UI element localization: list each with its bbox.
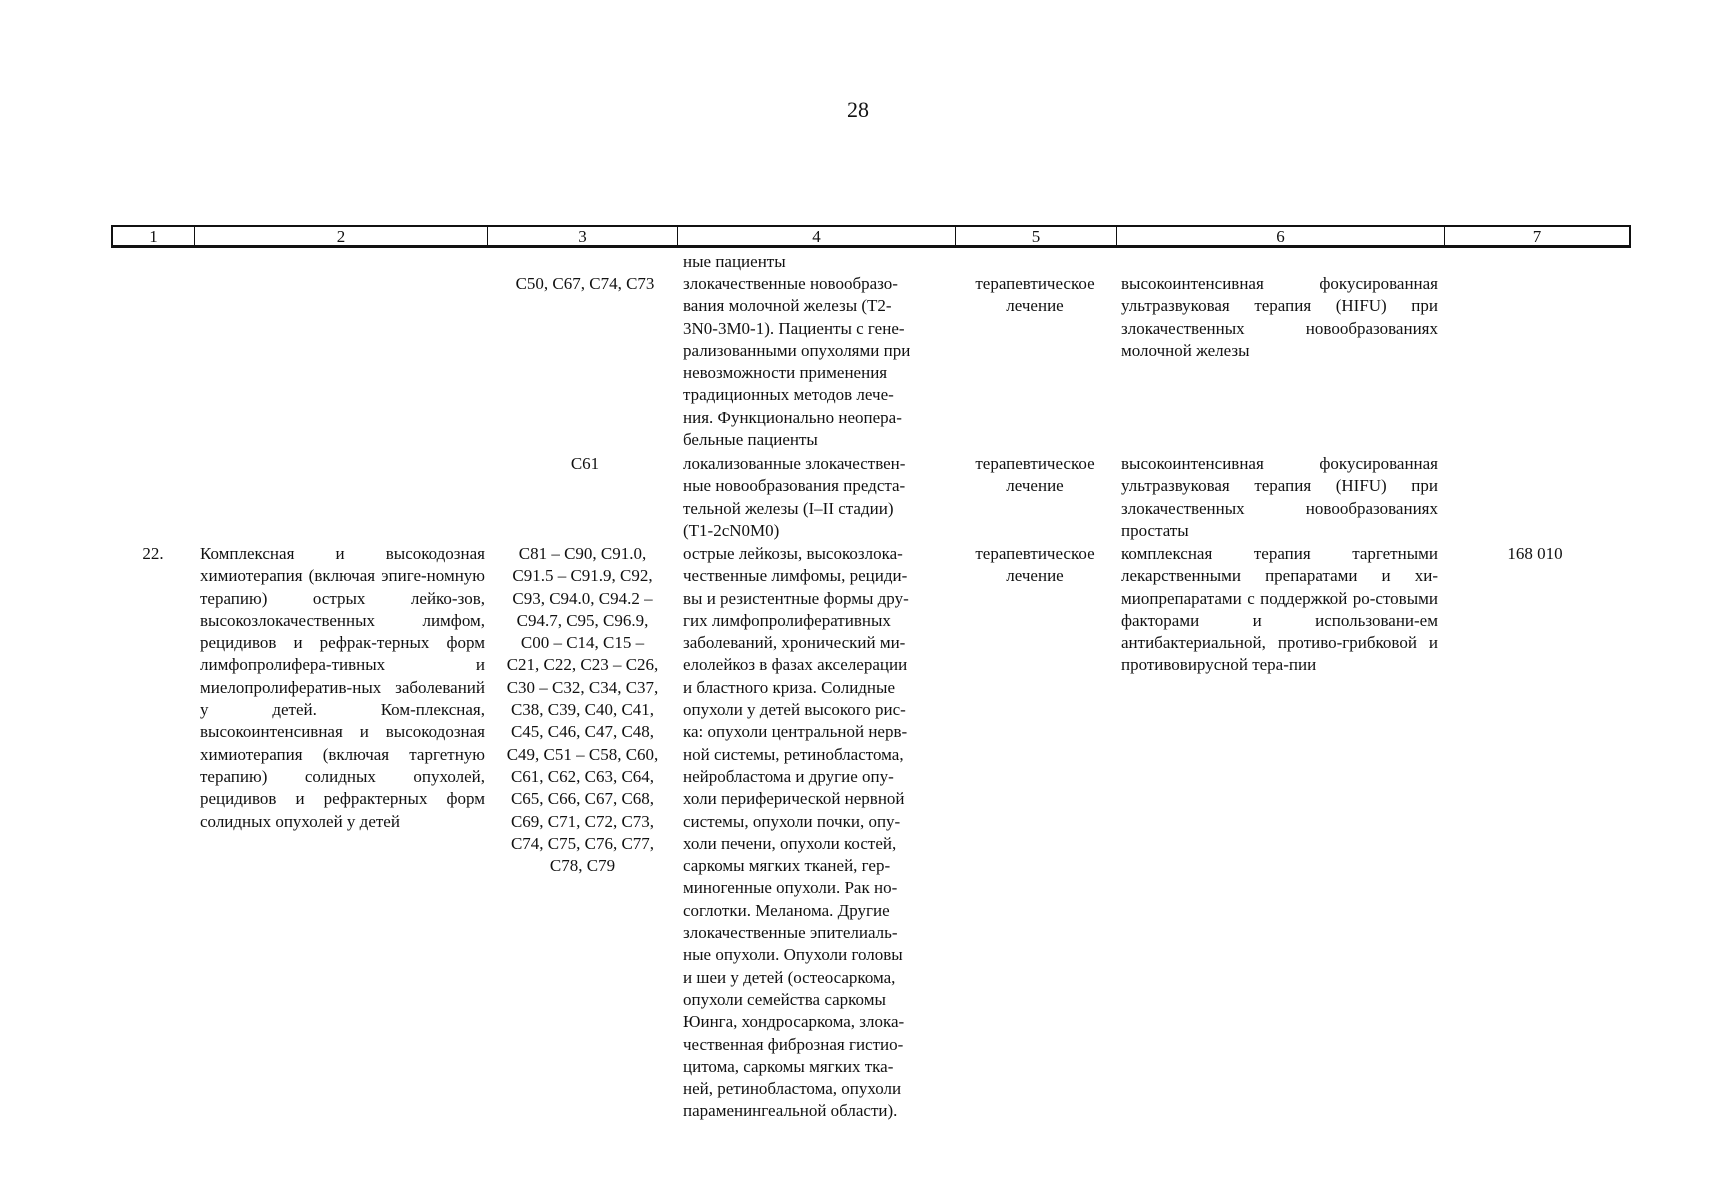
header-col-3: 3 [488,227,678,246]
block1-codes: C50, C67, C74, C73 [515,274,655,293]
header-col-1: 1 [113,227,195,246]
row22-number: 22. [142,544,164,563]
row22-name: Комплексная и высокодозная химиотерапия (включая эпиге-номную терапию) острых лейко-зов, высокозлокачественных лимфом, рецидивов и рефрак-терных форм лимфопролифера-тивных и миелопролифератив-ных заболеваний у детей. Ком-плексная, высокоинтенсивная и высокодозная химиотерапия (включая таргетную терапию) солидных опухолей, рецидивов и рефрактерных форм солидных опухолей у детей [200,544,485,831]
header-col-6: 6 [1117,227,1445,246]
block2-treatment-type: терапевтическое лечение [975,454,1095,496]
row22-description: острые лейкозы, высокозлока- чественные лимфомы, рециди- вы и резистентные формы дру- гих лимфопролиферативных заболеваний, хронический ми- елолейкоз в фазах акселерации и бластного криза. Солидные опухоли у детей высокого рис- ка: опухоли центральной нерв- ной системы, ретинобластома, нейробластома и другие опу- холи периферической нервной системы, опухоли почки, опу- холи печени, опухоли костей, саркомы мягких тканей, гер- миногенные опухоли. Рак но- соглотки. Меланома. Другие злокачественные эпителиаль- ные опухоли. Опухоли головы и шеи у детей (остеосаркома, опухоли семейства саркомы Юинга, хондросаркома, злока- чественная фиброзная гистио- цитома, саркомы мягких тка- ней, ретинобластома, опухоли параменингеальной области). [683,544,909,1121]
header-col-2: 2 [195,227,488,246]
block2-description: локализованные злокачествен- ные новообразования предста- тельной железы (I–II стадии) (T1-2cN0M0) [683,454,906,540]
header-col-7: 7 [1532,227,1542,246]
row22-codes: C81 – C90, C91.0, C91.5 – C91.9, C92, C93, C94.0, C94.2 – C94.7, C95, C96.9, C00 – C14, C15 – C21, C22, C23 – C26, C30 – C32, C34, C37, C38, C39, C40, C41, C45, C46, C47, C48, C49, C51 – C58, C60, C61, C62, C63, C64, C65, C66, C67, C68, C69, C71, C72, C73, C74, C75, C76, C77, C78, C79 [506,544,659,876]
block1-description: злокачественные новообразо- вания молочной железы (T2- 3N0-3M0-1). Пациенты с гене- рализованными опухолями при невозможности применения традиционных методов лече- ния. Функционально неопера- бельные пациенты [683,274,911,450]
row22-method: комплексная терапия таргетными лекарственными препаратами и хи-миопрепаратами с поддержкой ро-стовыми факторами и использовани-ем антибактериальной, противо-грибковой и противовирусной тера-пии [1121,544,1438,675]
block1-method: высокоинтенсивная фокусированная ультразвуковая терапия (HIFU) при злокачественных новообразованиях молочной железы [1121,274,1438,360]
block1-treatment-type: терапевтическое лечение [975,274,1095,316]
carry-description: ные пациенты [683,252,786,271]
row22-treatment-type: терапевтическое лечение [975,544,1095,586]
header-col-5: 5 [956,227,1117,246]
header-col-4: 4 [678,227,956,246]
table-header-row [111,225,1631,248]
block2-method: высокоинтенсивная фокусированная ультразвуковая терапия (HIFU) при злокачественных новообразованиях простаты [1121,454,1438,540]
row22-cost: 168 010 [1507,544,1563,563]
block2-codes: C61 [570,454,600,473]
page-number: 28 [847,97,869,122]
